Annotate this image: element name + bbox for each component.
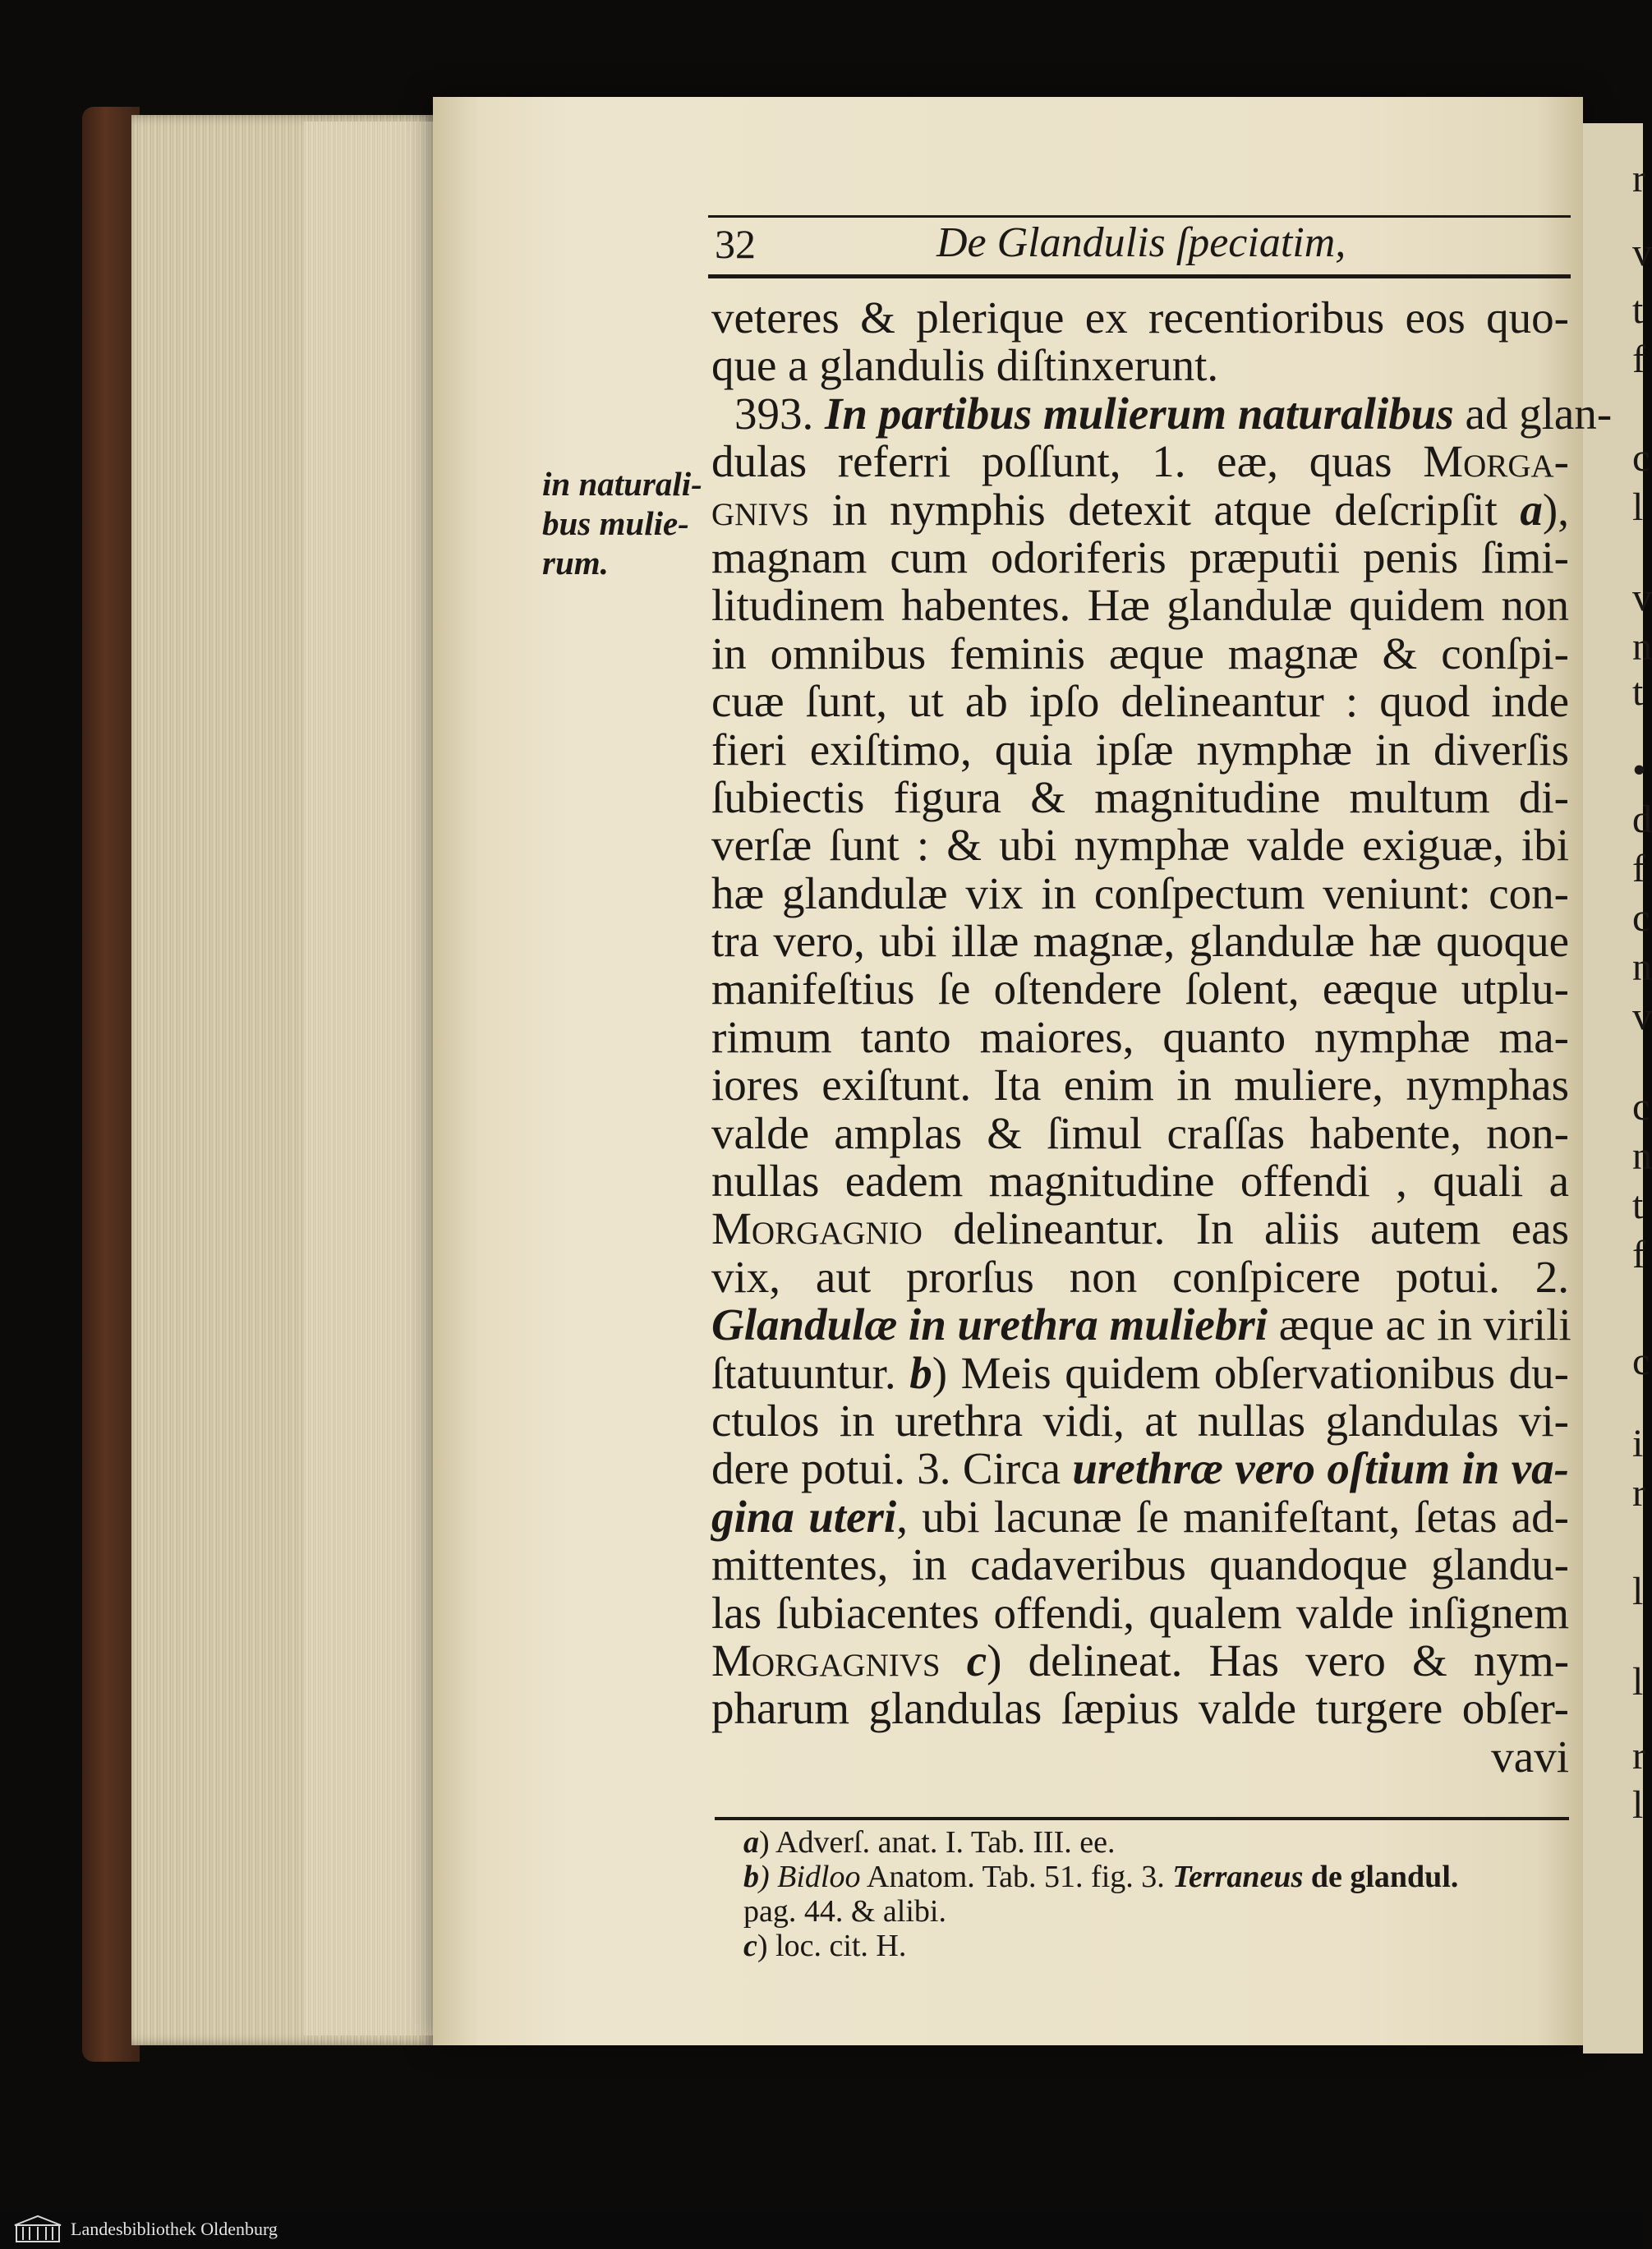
facing-page-letter: i (1632, 1422, 1644, 1465)
text-span: ſtatuuntur. (711, 1347, 910, 1398)
text-line: ſubiectis figura & magnitudine multum di- (711, 771, 1569, 822)
footnote-text: de glandul. (1303, 1860, 1459, 1894)
text-line: las ſubiacentes offendi, qualem valde inſignem (711, 1587, 1569, 1638)
text-line: mittentes, in cadaveribus quandoque glandu- (711, 1539, 1569, 1590)
text-line (711, 1445, 1569, 1492)
footnotes (743, 1825, 1573, 1963)
facing-page-letter: l (1632, 485, 1644, 529)
text-line: manifeſtius ſe oſtendere ſolent, eæque utplu- (711, 964, 1569, 1014)
section-number: 393. (734, 388, 825, 439)
facing-page-letter: n (1632, 625, 1652, 669)
facing-page-letter: f (1632, 338, 1645, 381)
text-line (711, 1347, 1569, 1398)
footnote-rule (715, 1817, 1569, 1820)
author-name: gnivs (711, 484, 810, 535)
text-line: valde amplas & ſimul craſſas habente, non- (711, 1107, 1569, 1158)
book-page-stack (304, 122, 435, 2035)
emphasis: gina uteri (711, 1491, 897, 1542)
facing-page-letter: t (1632, 288, 1644, 332)
footnote-ref: a (1520, 484, 1543, 535)
text-line: litudinem habentes. Hæ glandulæ quidem non (711, 580, 1569, 631)
footnote-text: Terraneus (1172, 1860, 1304, 1894)
text-line: cuæ ſunt, ut ab ipſo delineantur : quod inde (711, 676, 1569, 727)
text-span: dulas referri poſſunt, 1. eæ, quas (711, 436, 1424, 487)
footnote-mark: c (743, 1929, 757, 1963)
running-head: De Glandulis ſpeciatim, (936, 219, 1346, 266)
facing-page-letter: • (1632, 748, 1646, 792)
emphasis: urethræ vero oſtium in va- (1072, 1443, 1569, 1494)
text-line: in omnibus feminis æque magnæ & conſpi- (711, 628, 1569, 678)
margin-note-line: in naturali- (542, 465, 702, 503)
text-line (711, 1493, 1569, 1541)
text-span: æque ac in virili (1268, 1299, 1571, 1350)
page-number: 32 (715, 221, 756, 267)
text-span: ) Meis quidem obſervationibus du- (932, 1347, 1569, 1398)
margin-note-line: bus mulie- (542, 504, 689, 542)
facing-page-letter: r (1632, 1734, 1645, 1778)
facing-page-letter: f (1632, 847, 1645, 890)
footnote-a (743, 1825, 1573, 1860)
facing-page-letter: c (1632, 896, 1650, 940)
author-name: Morgagnio (711, 1203, 923, 1254)
text-span: in nymphis detexit atque deſcripſit (809, 484, 1521, 535)
text-line: vix, aut prorſus non conſpicere potui. 2. (711, 1251, 1569, 1302)
text-line: magnam cum odoriferis præputii penis ſimi- (711, 531, 1569, 582)
text-line (711, 486, 1569, 534)
text-line: hæ glandulæ vix in conſpectum veniunt: con- (711, 867, 1569, 918)
author-name: Morga- (1423, 436, 1569, 487)
text-span (941, 1635, 967, 1686)
footnote-mark: b (743, 1860, 759, 1894)
text-span: ), (1542, 484, 1569, 535)
text-span: ad glan- (1453, 388, 1613, 439)
facing-page-letter: f (1632, 1233, 1645, 1276)
footer-bar (0, 2210, 1643, 2249)
text-span: delineantur. In aliis autem eas (922, 1203, 1569, 1254)
library-building-icon (12, 2214, 64, 2245)
footnote-ref: b (909, 1347, 932, 1398)
text-line (711, 388, 1613, 439)
text-line: tra vero, ubi illæ magnæ, glandulæ hæ quoque (711, 916, 1569, 967)
text-line: pharum glandulas ſæpius valde turgere obſer- (711, 1683, 1569, 1734)
text-span: , ubi lacunæ ſe manifeſtant, ſetas ad- (896, 1491, 1569, 1542)
facing-page-letter: v (1632, 231, 1652, 274)
text-line (711, 1205, 1569, 1253)
facing-page-letter: n (1632, 1134, 1652, 1178)
facing-page-letter: c (1632, 436, 1650, 480)
text-line: iores exiſtunt. Ita enim in muliere, nymphas (711, 1060, 1569, 1111)
text-line: verſæ ſunt : & ubi nymphæ valde exiguæ, ibi (711, 820, 1569, 871)
library-name: Landesbibliothek Oldenburg (71, 2219, 278, 2239)
margin-note-line: rum. (542, 544, 609, 582)
footnote-c (743, 1929, 1573, 1963)
facing-page-letter: t (1632, 670, 1644, 714)
footnote-ref: c (966, 1635, 987, 1686)
facing-page-letter: l (1632, 1660, 1644, 1704)
text-line: ctulos in urethra vidi, at nullas glandulas vi- (711, 1395, 1569, 1446)
facing-page-letter: c (1632, 1340, 1650, 1383)
facing-page-letter: d (1632, 798, 1652, 841)
facing-page-letter: n (1632, 945, 1652, 989)
footnote-mark: a (743, 1825, 759, 1860)
text-line (711, 1637, 1569, 1685)
text-line (711, 1301, 1569, 1349)
facing-page-letter: v (1632, 995, 1652, 1038)
footnote-b (743, 1860, 1573, 1894)
facing-page-letter: v (1632, 576, 1652, 619)
text-line: rimum tanto maiores, quanto nymphæ ma- (711, 1011, 1569, 1062)
facing-page-letter: r (1632, 1471, 1645, 1515)
text-span: ) delineat. Has vero & nym- (987, 1635, 1570, 1686)
footnote-text: ) Bidloo (759, 1860, 861, 1894)
facing-page-letter: r (1632, 157, 1645, 200)
text-line: que a glandulis diſtinxerunt. (711, 340, 1219, 391)
footnote-text: Anatom. Tab. 51. fig. 3. (860, 1860, 1173, 1894)
text-line: fieri exiſtimo, quia ipſæ nymphæ in diverſis (711, 724, 1569, 775)
body-text (711, 292, 1613, 1782)
margin-note (542, 464, 711, 582)
text-line (711, 438, 1569, 485)
footnote-text: ) loc. cit. H. (757, 1929, 907, 1963)
author-name: Morgagnivs (711, 1635, 941, 1686)
header-top-rule (708, 215, 1571, 218)
facing-page-letter: c (1632, 1085, 1650, 1129)
catchword: vavi (1491, 1731, 1569, 1782)
footnote-b-continued: pag. 44. & alibi. (743, 1894, 946, 1929)
text-line: nullas eadem magnitudine offendi , quali a (711, 1156, 1569, 1207)
text-line: veteres & plerique ex recentioribus eos quo- (711, 292, 1569, 343)
emphasis: In partibus mulierum naturalibus (825, 388, 1454, 439)
emphasis: Glandulæ in urethra muliebri (711, 1299, 1268, 1350)
facing-page-letter: l (1632, 1783, 1644, 1827)
text-span: dere potui. 3. Circa (711, 1443, 1073, 1494)
facing-page-letter: l (1632, 1570, 1644, 1613)
footnote-text: ) Adverſ. anat. I. Tab. III. ee. (759, 1825, 1116, 1860)
facing-page-letter: t (1632, 1184, 1644, 1227)
header-rule (708, 274, 1571, 278)
